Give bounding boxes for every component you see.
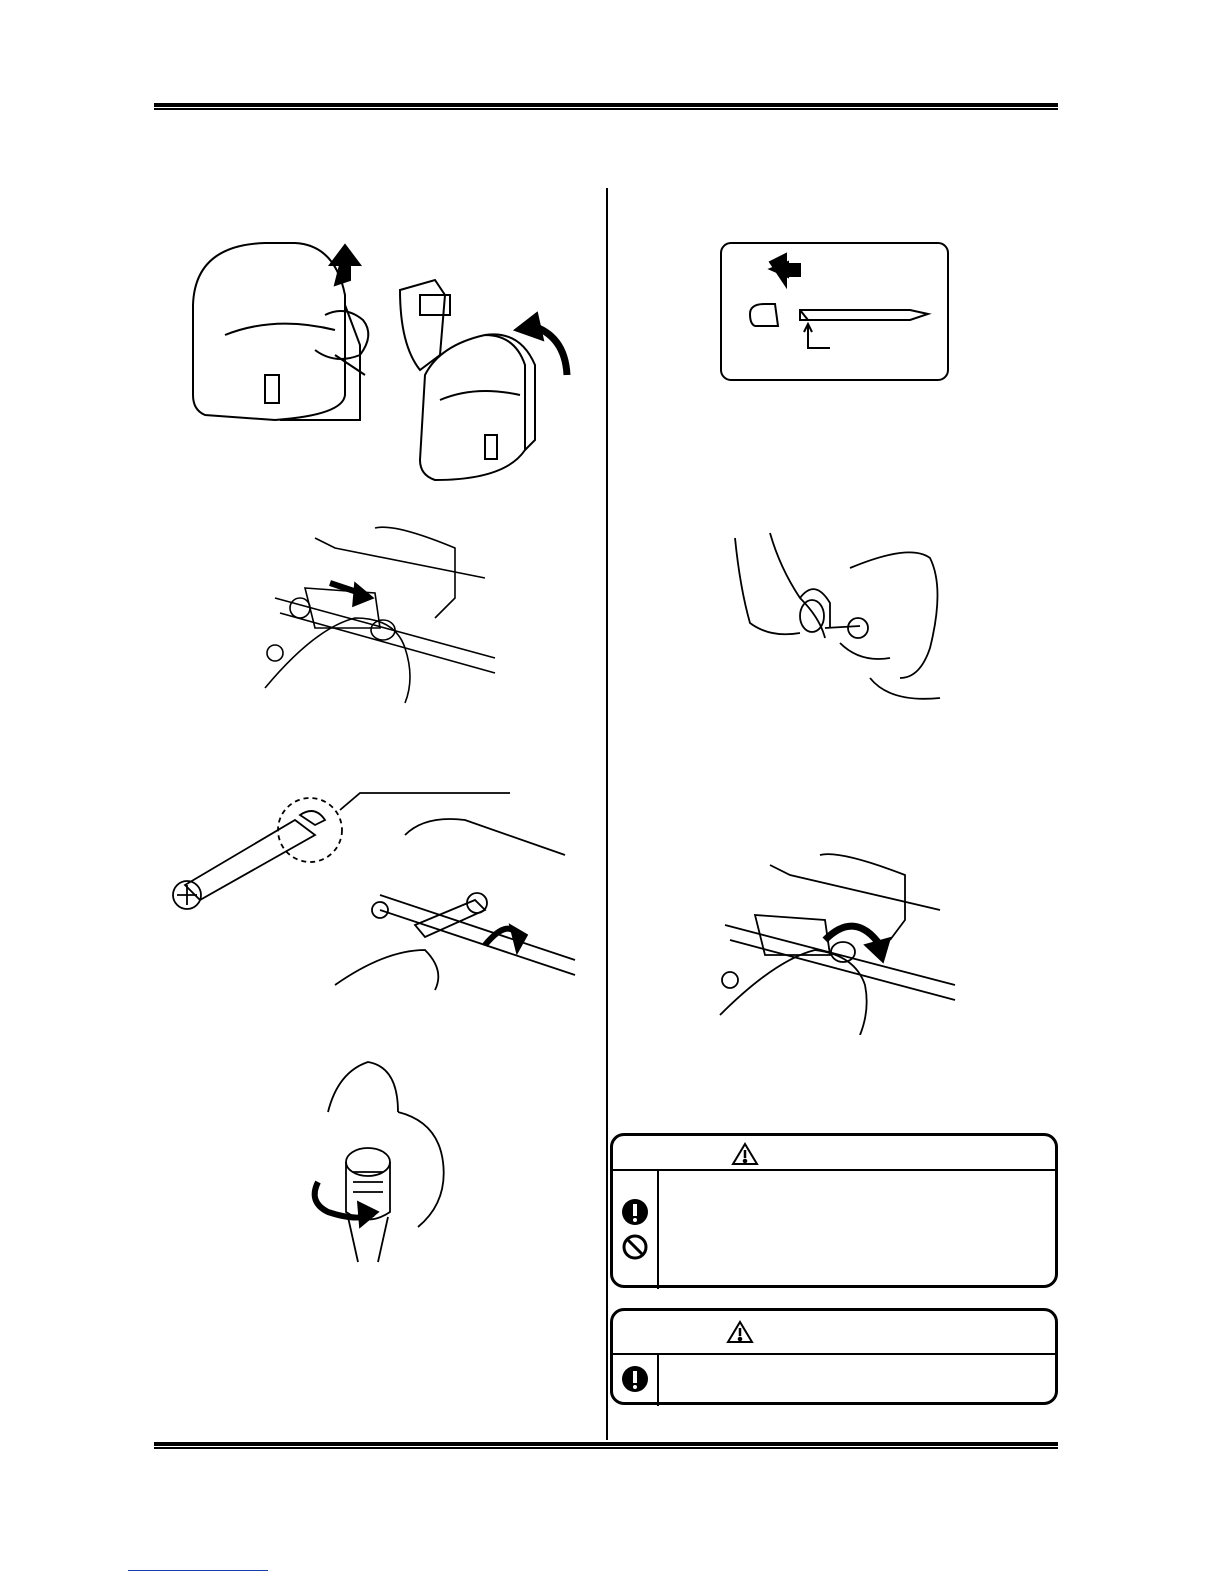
warning-box-1-separator bbox=[657, 1169, 659, 1289]
warning-box-1-header bbox=[613, 1136, 1055, 1171]
mandatory-icon bbox=[621, 1198, 649, 1230]
warning-triangle-icon bbox=[731, 1142, 759, 1170]
prohibition-icon bbox=[621, 1233, 649, 1265]
wrench-loosen-illustration bbox=[165, 785, 585, 995]
holder-twist-illustration bbox=[298, 1052, 458, 1267]
warning-box-2-header bbox=[613, 1311, 1055, 1355]
holder-tighten-illustration bbox=[715, 850, 960, 1035]
bottom-rule bbox=[154, 1442, 1058, 1446]
blade-holder-release-illustration bbox=[255, 518, 505, 708]
top-rule bbox=[154, 103, 1058, 107]
mandatory-icon bbox=[621, 1365, 649, 1397]
column-divider bbox=[606, 188, 608, 1440]
warning-box-1 bbox=[610, 1133, 1058, 1288]
bottom-rule-thin bbox=[154, 1447, 1058, 1449]
warning-triangle-icon bbox=[726, 1320, 754, 1348]
blade-cap-diagram bbox=[720, 242, 950, 382]
footer-link-underline[interactable] bbox=[128, 1570, 268, 1571]
top-rule-thin bbox=[154, 108, 1058, 110]
cover-removal-illustration bbox=[185, 235, 585, 500]
warning-box-2 bbox=[610, 1308, 1058, 1405]
blade-insert-illustration bbox=[730, 528, 945, 713]
warning-box-2-separator bbox=[657, 1353, 659, 1406]
